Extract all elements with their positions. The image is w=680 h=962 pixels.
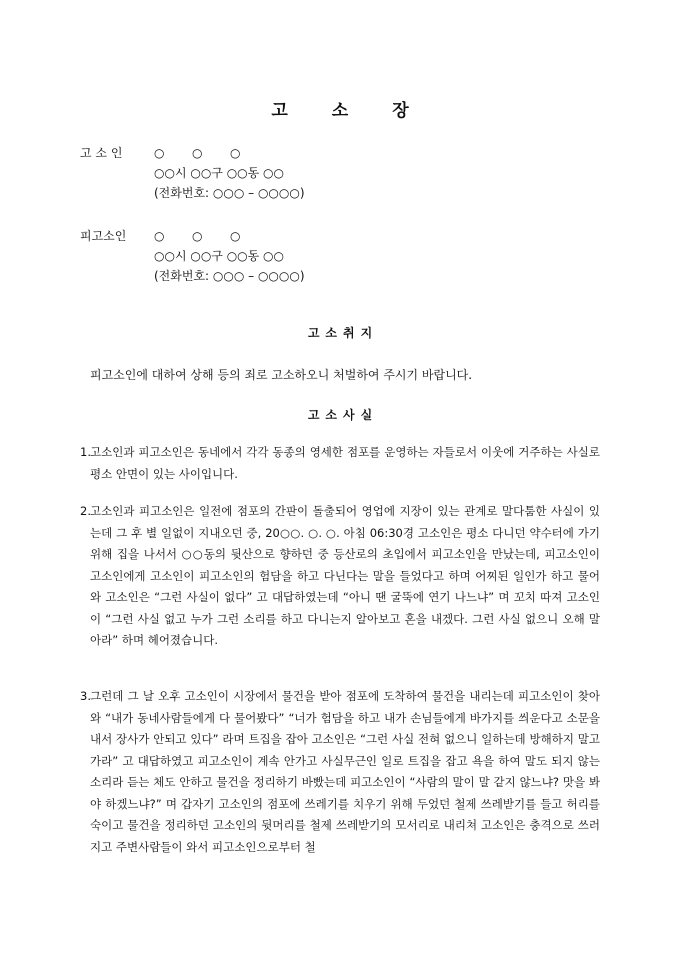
document-title (0, 96, 680, 121)
fact-number: 3. (80, 689, 91, 703)
fact-paragraph-1 (80, 442, 600, 485)
fact-paragraph-3 (80, 686, 600, 858)
complainant-address: ○○시 ○○구 ○○동 ○○ (154, 166, 284, 180)
complainant-name: ○ ○ ○ (154, 146, 241, 160)
title-char: 소 (331, 101, 349, 121)
fact-text: 그런데 그 날 오후 고소인이 시장에서 물건을 받아 점포에 도착하여 물건을 내리는데 피고소인이 찾아와 “내가 동네사람들에게 다 물어봤다” “너가 험담을 하고 내가 손님들에게 바가지를 씌운다고 소문을 내서 장사가 안되고 있다” 라며 트집을 잡아 고소인은 “그런 사실 전혀 없으니 일하는데 방해하지 말고 가라” 고 대답하였고 피고소인이 계속 안가고 사실무근인 일로 트집을 잡고 욕을 하여 말도 되지 않는 소리라 듣는 체도 안하고 물건을 정리하기 바빴는데 피고소인이 “사람의 말이 말 같지 않느냐? 맛을 봐야 하겠느냐?” 며 갑자기 고소인의 점포에 쓰레기를 치우기 위해 두었던 철제 쓰레받기를 들고 허리를 숙이고 물건을 정리하던 고소인의 뒷머리를 철제 쓰레받기의 모서리로 내리쳐 고소인은 충격으로 쓰러지고 주변사람들이 와서 피고소인으로부터 철 (90, 689, 600, 854)
complainant-label: 고 소 인 (80, 146, 123, 160)
fact-number: 2. (80, 504, 91, 518)
respondent-address: ○○시 ○○구 ○○동 ○○ (154, 249, 284, 263)
title-char: 장 (392, 101, 409, 121)
title-char: 고 (271, 101, 288, 121)
respondent-phone: (전화번호: ○○○ – ○○○○) (154, 269, 305, 283)
respondent-label: 피고소인 (80, 229, 127, 243)
fact-paragraph-2 (80, 501, 600, 652)
fact-number: 1. (80, 445, 91, 459)
fact-text: 고소인과 피고소인은 동네에서 각각 동종의 영세한 점포를 운영하는 자들로서 이웃에 거주하는 사실로 평소 안면이 있는 사이입니다. (90, 445, 600, 481)
purpose-text: 피고소인에 대하여 상해 등의 죄로 고소하오니 처벌하여 주시기 바랍니다. (90, 368, 473, 382)
complainant-phone: (전화번호: ○○○ – ○○○○) (154, 186, 305, 200)
facts-heading: 고 소 사 실 (307, 408, 373, 422)
respondent-name: ○ ○ ○ (154, 229, 241, 243)
purpose-heading: 고 소 취 지 (307, 326, 373, 340)
fact-text: 고소인과 피고소인은 일전에 점포의 간판이 돌출되어 영업에 지장이 있는 관계로 말다툼한 사실이 있는데 그 후 별 일없이 지내오던 중, 20○○. ○. ○. 아침 06:30경 고소인은 평소 다니던 약수터에 가기 위해 집을 나서서 ○○동의 뒷산으로 향하던 중 등산로의 초입에서 피고소인을 만났는데, 피고소인이 고소인에게 고소인이 피고소인의 험담을 하고 다닌다는 말을 들었다고 하며 어찌된 일인가 하고 물어와 고소인은 “그런 사실이 없다” 고 대답하였는데 “아니 땐 굴뚝에 연기 나느냐” 며 꼬치 따져 고소인이 “그런 사실 없고 누가 그런 소리를 하고 다니는지 알아보고 혼을 내겠다. 그런 사실 없으니 오해 말아라” 하며 헤어졌습니다. (90, 504, 600, 647)
